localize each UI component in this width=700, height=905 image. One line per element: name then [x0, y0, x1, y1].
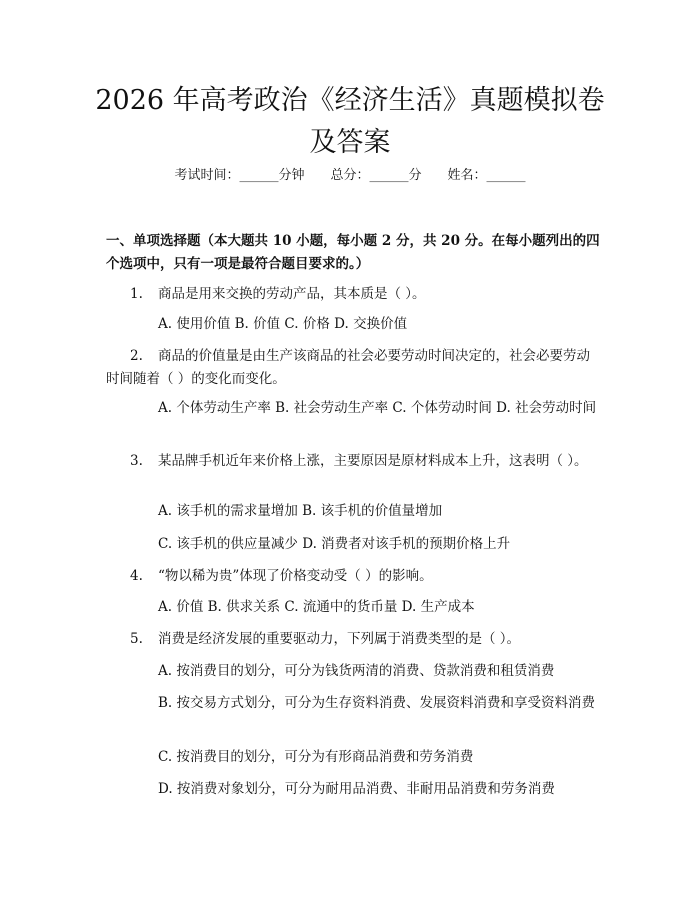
question-2-options: A. 个体劳动生产率 B. 社会劳动生产率 C. 个体劳动时间 D. 社会劳动时间 — [158, 400, 597, 416]
question-5-option-d: D. 按消费对象划分，可分为耐用品消费、非耐用品消费和劳务消费 — [158, 781, 555, 797]
question-stem: 消费是经济发展的重要驱动力，下列属于消费类型的是（ ）。 — [158, 631, 521, 647]
question-5-option-b: B. 按交易方式划分，可分为生存资料消费、发展资料消费和享受资料消费 — [158, 695, 596, 711]
question-3-option-cd: C. 该手机的供应量减少 D. 消费者对该手机的预期价格上升 — [158, 536, 511, 552]
question-3-option-ab: A. 该手机的需求量增加 B. 该手机的价值量增加 — [158, 503, 443, 519]
exam-info-line: 考试时间：______分钟 总分：______分 姓名：______ — [174, 168, 526, 183]
question-stem: 商品的价值量是由生产该商品的社会必要劳动时间决定的，社会必要劳动时间随着（ ）的变化而变化。 — [106, 348, 590, 387]
question-4-options: A. 价值 B. 供求关系 C. 流通中的货币量 D. 生产成本 — [158, 599, 475, 615]
question-stem: 某品牌手机近年来价格上涨，主要原因是原材料成本上升，这表明（ ）。 — [158, 453, 588, 469]
question-number: 5. — [130, 631, 143, 647]
question-5-option-c: C. 按消费目的划分，可分为有形商品消费和劳务消费 — [158, 749, 474, 765]
question-number: 3. — [130, 453, 143, 469]
question-1 — [106, 283, 600, 306]
question-number: 1. — [130, 286, 143, 302]
page-title: 2026 年高考政治《经济生活》真题模拟卷及答案 — [95, 85, 605, 158]
question-stem: “物以稀为贵”体现了价格变动受（ ）的影响。 — [158, 568, 433, 584]
question-number: 4. — [130, 568, 143, 584]
question-stem: 商品是用来交换的劳动产品，其本质是（ ）。 — [158, 286, 426, 302]
question-1-options: A. 使用价值 B. 价值 C. 价格 D. 交换价值 — [158, 316, 408, 332]
question-5 — [106, 628, 600, 651]
section-heading: 一、单项选择题（本大题共 10 小题，每小题 2 分，共 20 分。在每小题列出的四个选项中，只有一项是最符合题目要求的。） — [106, 233, 600, 272]
question-2 — [106, 345, 600, 391]
question-5-option-a: A. 按消费目的划分，可分为钱货两清的消费、贷款消费和租赁消费 — [158, 663, 555, 679]
question-4 — [106, 565, 600, 588]
question-3 — [106, 450, 600, 473]
question-number: 2. — [130, 348, 143, 364]
